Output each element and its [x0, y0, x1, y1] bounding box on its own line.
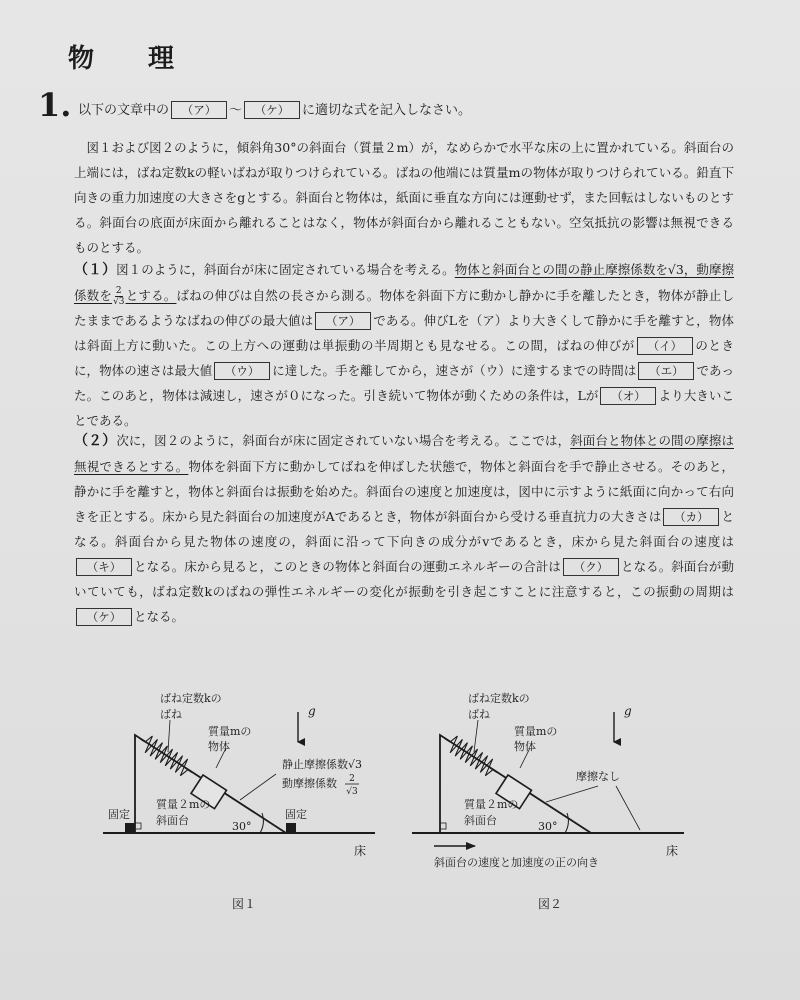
- part2-paragraph: [74, 428, 734, 629]
- answer-box-last: （ケ）: [244, 101, 300, 119]
- answer-box-a: （ア）: [315, 312, 371, 330]
- fig1-slope-label-1: 質量２mの: [156, 798, 211, 811]
- fig2-no-friction-leader-1: [546, 786, 598, 802]
- part1-text-7: より大きいことである。: [74, 388, 734, 428]
- part1-text-2: ばねの伸びは自然の長さから測る。物体を斜面下方に動かし静かに手を離したとき，物体が静止したままであるようなばねの伸びの最大値は: [74, 288, 734, 328]
- fig2-spring-label-2: ばね: [468, 708, 490, 721]
- answer-box-e: （エ）: [638, 362, 694, 380]
- fig2-no-friction-label: 摩擦なし: [576, 770, 620, 783]
- fig2-direction-label: 斜面台の速度と加速度の正の向き: [434, 856, 599, 869]
- fig2-slope-label-1: 質量２mの: [464, 798, 519, 811]
- fig1-spring-label-1: ばね定数kの: [160, 692, 222, 705]
- fig1-spring-leader: [168, 720, 170, 752]
- part2-text-4: となる。床から見ると，このときの物体と斜面台の運動エネルギーの合計は: [134, 559, 561, 574]
- fig2-gravity-label: g: [624, 704, 632, 718]
- fig1-friction-frac-den: √3: [346, 787, 358, 797]
- fig1-fixed-block-left: [125, 823, 135, 833]
- question-instruction: [78, 100, 471, 122]
- fig2-floor-label: 床: [666, 844, 679, 858]
- fig2-spring: [440, 731, 502, 780]
- instruction-text-before: 以下の文章中の: [78, 103, 170, 118]
- fig1-slope-label-2: 斜面台: [156, 814, 189, 827]
- figure-1: [103, 691, 375, 911]
- fig1-friction-leader: [240, 774, 276, 800]
- fig2-spring-leader: [474, 720, 478, 752]
- part1-paragraph: [74, 257, 734, 433]
- part1-fraction: [113, 286, 124, 307]
- fig1-friction-kinetic: 動摩擦係数: [282, 777, 337, 790]
- fig1-spring-label-2: ばね: [160, 708, 182, 721]
- instruction-tilde: ～: [229, 103, 243, 118]
- part2-text-3: となる。斜面台から見た物体の速度の，斜面に沿って下向きの成分がvであるとき，床から見た斜面台の速度は: [74, 509, 734, 549]
- answer-box-ku: （ク）: [563, 558, 619, 576]
- part1-text-6: であった。このあと，物体は減速し，速さが０になった。引き続いて物体が動くための条件は，Lが: [74, 363, 734, 403]
- part1-text-3: である。伸びLを（ア）より大きくして静かに手を離すと，物体は斜面上方に動いた。この上方への運動は単振動の半周期とも見なせる。この間，ばねの伸びが: [74, 313, 734, 353]
- answer-box-ki: （キ）: [76, 558, 132, 576]
- part2-label: （２）: [74, 433, 117, 449]
- part2-text-5: となる。斜面台が動いていても，ばね定数kのばねの弾性エネルギーの変化が振動を引き起こすことに注意すると，この振動の周期は: [74, 559, 734, 599]
- figure-2: [412, 691, 684, 911]
- fig2-no-friction-leader-2: [616, 786, 640, 830]
- fig2-mass-label-2: 物体: [514, 740, 536, 753]
- fig1-floor-label: 床: [354, 844, 367, 858]
- part1-text-4: のときに，物体の速さは最大値: [74, 338, 734, 378]
- fig2-angle-label: 30°: [538, 820, 558, 833]
- fig1-mass-label-2: 物体: [208, 740, 230, 753]
- intro-paragraph: 図１および図２のように，傾斜角30°の斜面台（質量２m）が，なめらかで水平な床の上に置かれている。斜面台の上端には，ばね定数kの軽いばねが取りつけられている。ばねの他端には質量mの物体が取りつけられている。鉛直下向きの重力加速度の大きさをgとする。斜面台と物体は，紙面に垂直な方向には運動せず，また回転はしないものとする。斜面台の底面が床面から離れることはなく，物体が斜面台から離れることもない。空気抵抗の影響は無視できるものとする。: [74, 140, 734, 255]
- fig1-fixed-label-right: 固定: [285, 808, 307, 821]
- fig1-fixed-label-left: 固定: [108, 808, 130, 821]
- part1-underline-text-2: とする。: [125, 288, 177, 303]
- fig1-friction-static: 静止摩擦係数√3: [282, 758, 363, 771]
- question-number: 1.: [38, 86, 72, 124]
- part2-text-2: 物体を斜面下方に動かしてばねを伸ばした状態で，物体と斜面台を手で静止させる。そのあと，静かに手を離すと，物体と斜面台は振動を始めた。斜面台の速度と加速度は，図中に示すように紙面に向かって右向きを正とする。床から見た斜面台の加速度がAであるとき，物体が斜面台から受ける垂直抗力の大きさは: [74, 459, 734, 524]
- part1-fraction-num: 2: [115, 286, 122, 296]
- fig1-mass-label-1: 質量mの: [208, 725, 252, 738]
- fig1-gravity-label: g: [308, 704, 316, 718]
- answer-box-u: （ウ）: [214, 362, 270, 380]
- answer-box-ka: （カ）: [663, 508, 719, 526]
- part1-label: （１）: [74, 262, 117, 278]
- fig1-angle-label: 30°: [232, 820, 252, 833]
- answer-box-i: （イ）: [637, 337, 693, 355]
- fig1-spring: [135, 731, 197, 780]
- figures: [0, 640, 800, 940]
- subject-title: 物 理: [68, 44, 189, 74]
- fig2-caption: 図２: [538, 897, 563, 911]
- part1-text-5: に達した。手を離してから，速さが（ウ）に達するまでの時間は: [272, 363, 637, 378]
- answer-box-ke: （ケ）: [76, 608, 132, 626]
- fig1-friction-frac-num: 2: [349, 774, 355, 784]
- fig1-fixed-block-right: [286, 823, 296, 833]
- fig2-spring-label-1: ばね定数kの: [468, 692, 530, 705]
- instruction-text-after: に適切な式を記入しなさい。: [302, 103, 472, 118]
- part1-fraction-den: √3: [113, 297, 125, 307]
- part2-underline: 斜面台と物体との間の摩擦は無視できるとする。: [74, 433, 734, 474]
- answer-box-first: （ア）: [171, 101, 227, 119]
- part1-underline-text-1: 物体と斜面台との間の静止摩擦係数を√3，動摩擦係数を: [74, 262, 734, 303]
- part2-text-1: 次に，図２のように，斜面台が床に固定されていない場合を考える。ここでは，: [116, 433, 571, 448]
- fig2-slope-label-2: 斜面台: [464, 814, 497, 827]
- fig1-caption: 図１: [232, 897, 257, 911]
- part1-text-1: 図１のように，斜面台が床に固定されている場合を考える。: [116, 262, 455, 277]
- answer-box-o: （オ）: [600, 387, 656, 405]
- part2-text-6: となる。: [134, 609, 185, 624]
- fig2-mass-label-1: 質量mの: [514, 725, 558, 738]
